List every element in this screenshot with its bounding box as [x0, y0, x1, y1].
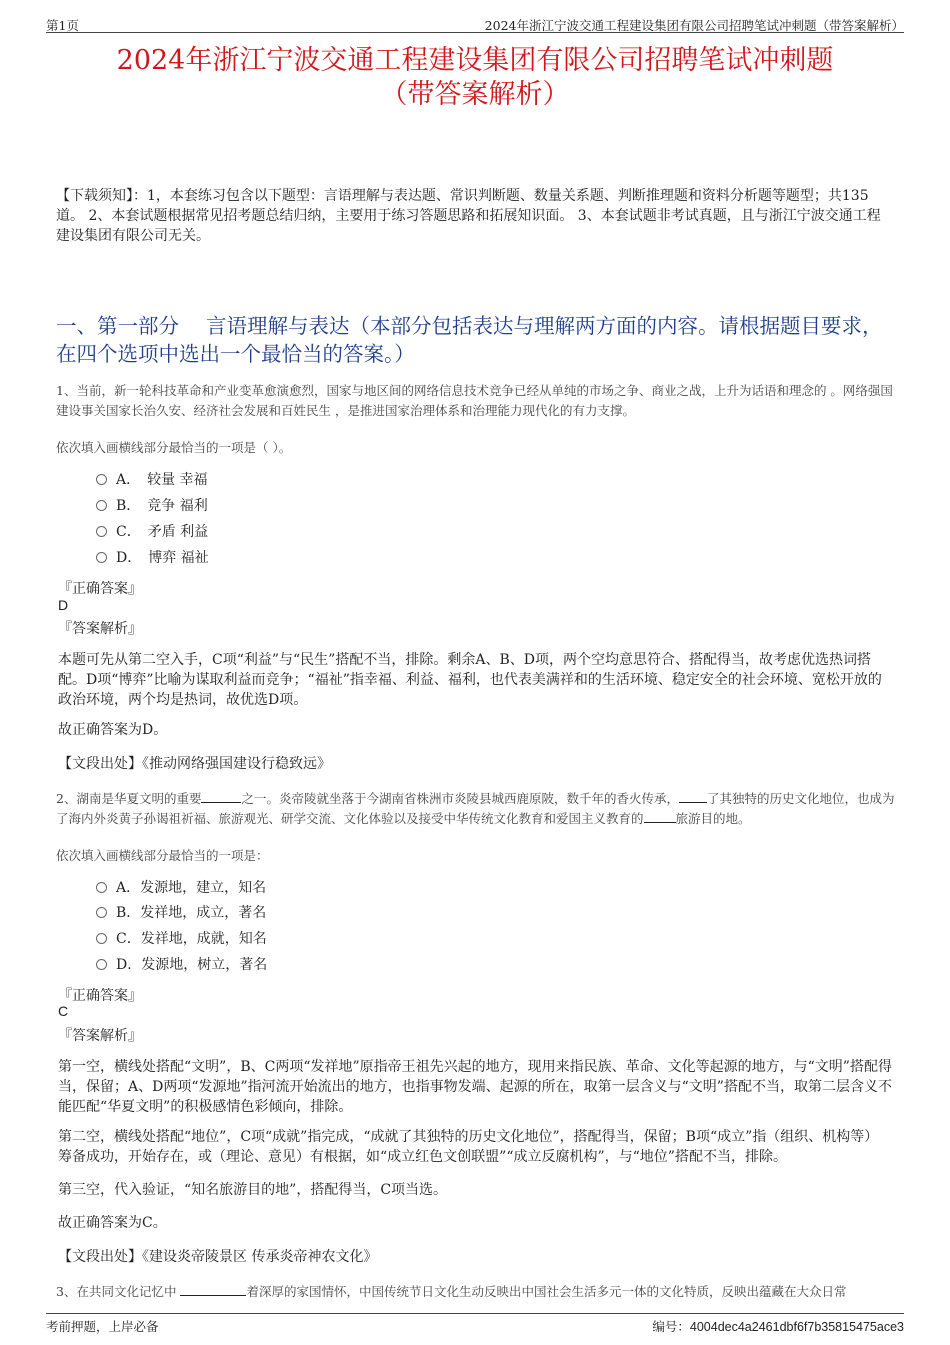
radio-icon[interactable]	[96, 474, 107, 485]
question-1-analysis: 本题可先从第二空入手，C项“利益”与“民生”搭配不当，排除。剩余A、B、D项，两个空均意思符合、搭配得当，故考虑优选热词搭配。D项“博弈”比喻为谋取利益而竞争；“福祉”指幸福、利益、福利，也代表美满祥和的生活环境、稳定安全的社会环境、宽松开放的政治环境，两个均是热词，故优选D项。	[58, 652, 882, 708]
blank-1	[201, 789, 241, 803]
question-1-source: 【文段出处】《推动网络强国建设行稳致远》	[58, 756, 331, 772]
question-2-analysis-label: 『答案解析』	[58, 1028, 142, 1044]
question-2-option-c[interactable]: C．发祥地，成就，知名	[96, 929, 267, 949]
footer-code: 编号：4004dec4a2461dbf6f7b35815475ace3	[652, 1319, 904, 1334]
header-doc-title: 2024年浙江宁波交通工程建设集团有限公司招聘笔试冲刺题（带答案解析）	[484, 18, 904, 33]
title-line-2: （带答案解析）	[380, 79, 570, 110]
page-header	[46, 14, 904, 33]
question-1-conclusion: 故正确答案为D。	[58, 722, 168, 738]
radio-icon[interactable]	[96, 526, 107, 537]
question-2-analysis-2: 第二空，横线处搭配“地位”，C项“成就”指完成，“成就了其独特的历史文化地位”，搭配得当，保留；B项“成立”指（组织、机构等）筹备成功，开始存在，或（理论、意见）有根据，如“成立红色文创联盟”“成立反腐机构”，与“地位”搭配不当，排除。	[58, 1129, 879, 1165]
question-2-answer: C	[58, 1003, 69, 1019]
radio-icon[interactable]	[96, 907, 107, 918]
question-1-analysis-label: 『答案解析』	[58, 621, 142, 637]
question-1-option-c[interactable]: C． 矛盾 利益	[96, 522, 208, 542]
question-1-answer-label: 『正确答案』	[58, 581, 142, 597]
question-1-stem: 1、当前，新一轮科技革命和产业变革愈演愈烈，国家与地区间的网络信息技术竞争已经从单纯的市场之争、商业之战，上升为话语和理念的 。网络强国建设事关国家长治久安、经济社会发展和百姓民生 ，是推进国家治理体系和治理能力现代化的有力支撑。	[56, 383, 893, 418]
question-3-stem: 3、在共同文化记忆中 着深厚的家国情怀，中国传统节日文化生动反映出中国社会生活多元一体的文化特质，反映出蕴藏在大众日常	[56, 1284, 847, 1299]
radio-icon[interactable]	[96, 500, 107, 511]
blank-3	[644, 809, 676, 823]
question-2-conclusion: 故正确答案为C。	[58, 1215, 167, 1231]
question-2-analysis-1: 第一空，横线处搭配“文明”，B、C两项“发祥地”原指帝王祖先兴起的地方，现用来指民族、革命、文化等起源的地方，与“文明”搭配得当，保留；A、D两项“发源地”指河流开始流出的地方，也指事物发端、起源的所在，取第一层含义与“文明”搭配不当，取第二层含义不能匹配“华夏文明”的积极感情色彩倾向，排除。	[58, 1059, 892, 1115]
radio-icon[interactable]	[96, 959, 107, 970]
page-number: 第1页	[46, 18, 79, 33]
blank-1	[180, 1282, 246, 1296]
page-footer	[46, 1313, 904, 1334]
question-1-option-b[interactable]: B． 竞争 福利	[96, 496, 208, 516]
question-2-prompt: 依次填入画横线部分最恰当的一项是：	[56, 848, 269, 863]
section-heading: 一、第一部分 言语理解与表达（本部分包括表达与理解两方面的内容。请根据题目要求，在四个选项中选出一个最恰当的答案。）	[56, 314, 883, 366]
question-1-prompt: 依次填入画横线部分最恰当的一项是（ ）。	[56, 440, 292, 455]
question-2-source: 【文段出处】《建设炎帝陵景区 传承炎帝神农文化》	[58, 1249, 378, 1265]
page-title	[40, 44, 910, 112]
title-line-1: 2024年浙江宁波交通工程建设集团有限公司招聘笔试冲刺题	[116, 45, 834, 76]
question-1-option-a[interactable]: A． 较量 幸福	[96, 470, 208, 490]
radio-icon[interactable]	[96, 882, 107, 893]
footer-slogan: 考前押题，上岸必备	[46, 1319, 159, 1334]
question-1-option-d[interactable]: D． 博弈 福祉	[96, 548, 209, 568]
question-2-stem: 2、湖南是华夏文明的重要 之一。炎帝陵就坐落于今湖南省株洲市炎陵县城西鹿原陂，数千年的香火传承， 了其独特的历史文化地位，也成为了海内外炎黄子孙谒祖祈福、旅游观光、研学交流、文化体验以及接受中华传统文化教育和爱国主义教育的 旅游目的地。	[56, 791, 895, 826]
blank-2	[679, 789, 707, 803]
question-2-option-a[interactable]: A．发源地，建立，知名	[96, 878, 266, 898]
question-2-option-d[interactable]: D．发源地，树立，著名	[96, 955, 267, 975]
question-1-answer: D	[58, 597, 69, 613]
radio-icon[interactable]	[96, 552, 107, 563]
question-2-option-b[interactable]: B．发祥地，成立，著名	[96, 903, 266, 923]
question-2-answer-label: 『正确答案』	[58, 988, 142, 1004]
download-notice: 【下载须知】：1，本套练习包含以下题型：言语理解与表达题、常识判断题、数量关系题、判断推理题和资料分析题等题型；共135道。 2、本套试题根据常见招考题总结归纳，主要用于练习答题思路和拓展知识面。 3、本套试题非考试真题，且与浙江宁波交通工程建设集团有限公司无关。	[56, 188, 881, 244]
radio-icon[interactable]	[96, 933, 107, 944]
question-2-analysis-3: 第三空，代入验证，“知名旅游目的地”，搭配得当，C项当选。	[58, 1182, 448, 1198]
